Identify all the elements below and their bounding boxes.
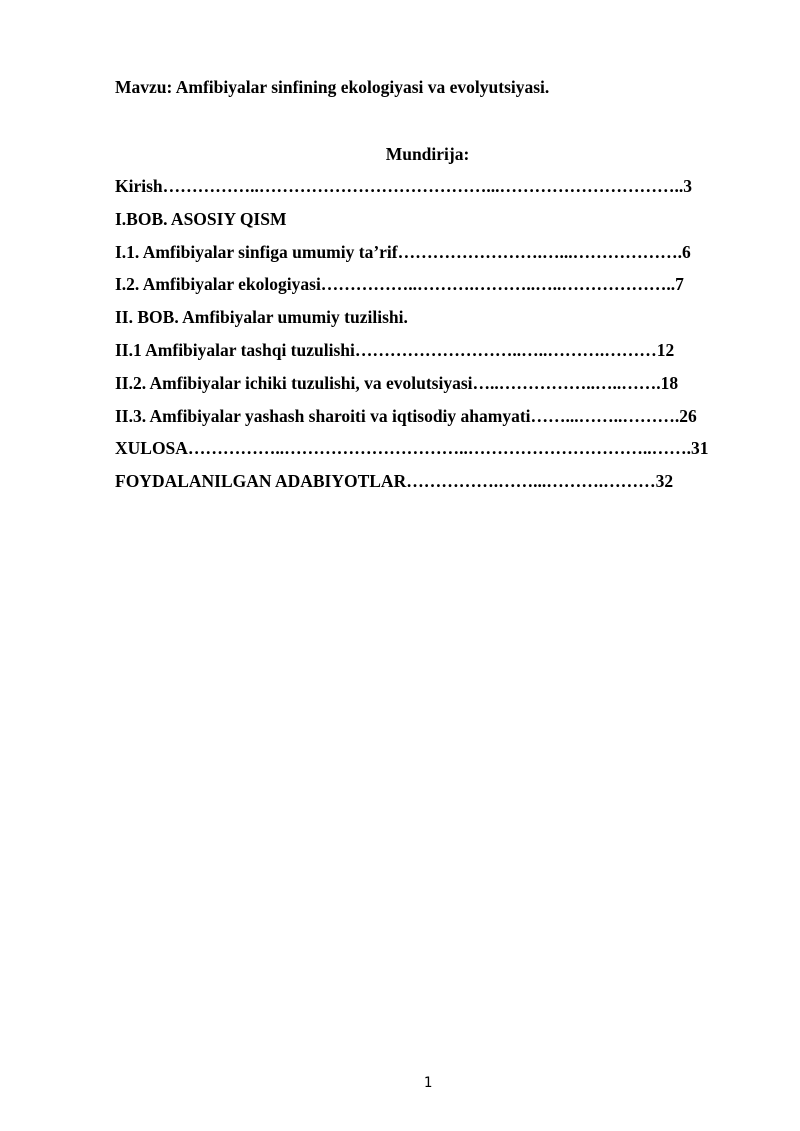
- toc-entry-2-3: II.3. Amfibiyalar yashash sharoiti va iqtisodiy ahamyati……...……..……….26: [115, 405, 697, 426]
- toc-entry-1-2: I.2. Amfibiyalar ekologiyasi……………..……….………..…..………………..7: [115, 274, 684, 295]
- toc-entry-2-2: II.2. Amfibiyalar ichiki tuzulishi, va evolutsiyasi…..……………..…..…….18: [115, 372, 679, 393]
- toc-entry-xulosa: XULOSA……………..…………………………..…………………………..…….31: [115, 438, 709, 459]
- toc-entry-adabiyotlar: FOYDALANILGAN ADABIYOTLAR…………….……...……….………32: [115, 471, 674, 492]
- toc-entry-2-1: II.1 Amfibiyalar tashqi tuzulishi………………………..…..……….………12: [115, 339, 675, 360]
- page-number: 1: [423, 1075, 433, 1091]
- toc-chapter-2: II. BOB. Amfibiyalar umumiy tuzilishi.: [115, 307, 408, 328]
- toc-heading: Mundirija:: [385, 144, 470, 164]
- toc-entry-kirish: Kirish……………..…………………………………...…………………………..3: [115, 176, 693, 196]
- table-of-contents: [115, 176, 709, 504]
- toc-entry-1-1: I.1. Amfibiyalar sinfiga umumiy ta’rif…………………….…...……………….6: [115, 241, 691, 262]
- topic-title: Mavzu: Amfibiyalar sinfining ekologiyasi va evolyutsiyasi.: [115, 77, 550, 97]
- toc-chapter-1: I.BOB. ASOSIY QISM: [115, 208, 287, 229]
